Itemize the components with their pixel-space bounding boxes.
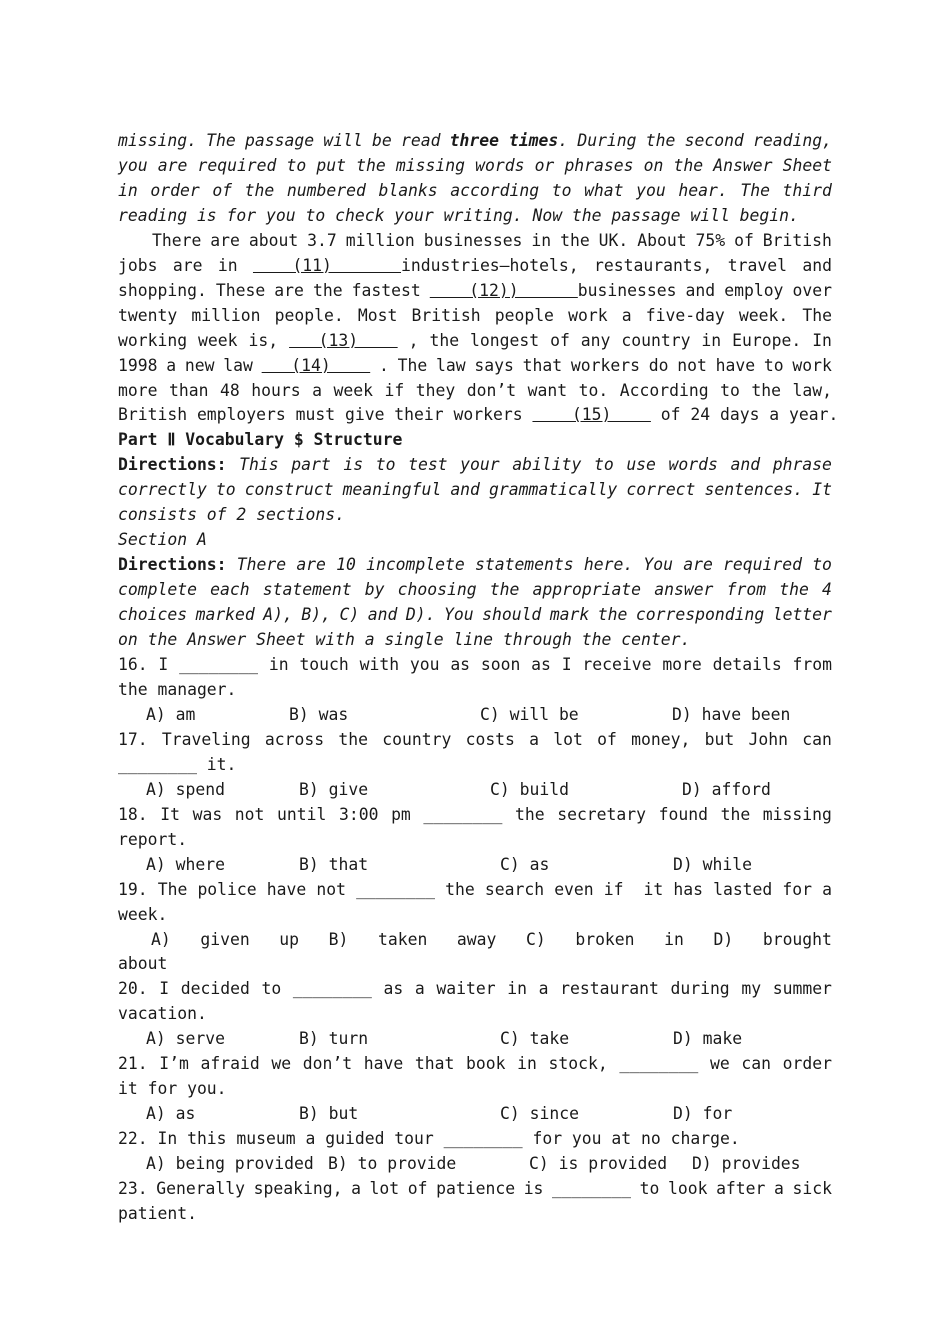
- question-17: 17. Traveling across the country costs a lot of money, but John can: [118, 729, 832, 749]
- option-d-label[interactable]: D): [713, 929, 734, 949]
- question-22-options: [118, 1152, 832, 1177]
- option-d[interactable]: D) make: [673, 1029, 743, 1049]
- question-23: 23. Generally speaking, a lot of patience is ________ to look after a sick: [118, 1179, 832, 1199]
- option-a[interactable]: A) serve: [146, 1029, 225, 1049]
- option-a-label[interactable]: A): [151, 929, 171, 949]
- option-b-label[interactable]: B): [328, 929, 349, 949]
- option-a[interactable]: A) being provided: [146, 1154, 314, 1174]
- option-c[interactable]: C) since: [500, 1104, 579, 1124]
- blank-13[interactable]: (13): [289, 330, 398, 350]
- blank-15[interactable]: (15): [532, 405, 651, 425]
- option-d[interactable]: D) afford: [682, 779, 771, 799]
- option-c-label[interactable]: C): [525, 929, 546, 949]
- option-b[interactable]: B) but: [299, 1104, 359, 1124]
- option-b[interactable]: B) was: [289, 704, 349, 724]
- directions-label: Directions:: [118, 455, 227, 475]
- section-directions-line: Directions: There are 10 incomplete statements here. You are required to: [118, 553, 832, 578]
- option-b[interactable]: B) that: [299, 854, 369, 874]
- question-22: 22. In this museum a guided tour ________ for you at no charge.: [118, 1129, 740, 1149]
- emphasis-three-times: three times: [449, 131, 559, 150]
- section-directions-line: choices marked A), B), C) and D). You should mark the corresponding letter: [118, 605, 832, 625]
- option-a[interactable]: A) spend: [146, 779, 225, 799]
- section-heading: Section A: [118, 530, 207, 550]
- part-two-directions-line: Directions: This part is to test your ability to use words and phrase: [118, 453, 832, 478]
- passage-line: British employers must give their workers (15) of 24 days a year.: [118, 403, 832, 428]
- question-20: 20. I decided to ________ as a waiter in a restaurant during my summer: [118, 979, 832, 999]
- directions-label: Directions:: [118, 555, 227, 575]
- question-16-options: [118, 703, 832, 728]
- question-20-options: [118, 1027, 832, 1052]
- option-a[interactable]: A) am: [146, 704, 196, 724]
- passage-line: 1998 a new law (14) . The law says that workers do not have to work: [118, 354, 832, 379]
- option-b[interactable]: B) give: [299, 779, 369, 799]
- option-a[interactable]: A) as: [146, 1104, 196, 1124]
- part-two-heading: Part Ⅱ Vocabulary $ Structure: [118, 430, 403, 450]
- passage-line: There are about 3.7 million businesses in the UK. About 75% of British: [152, 230, 832, 250]
- part-two-directions-line: correctly to construct meaningful and grammatically correct sentences. It: [118, 480, 832, 500]
- part-two-directions-line: consists of 2 sections.: [118, 505, 345, 525]
- question-21: 21. I’m afraid we don’t have that book in stock, ________ we can order: [118, 1054, 832, 1074]
- option-c[interactable]: C) as: [500, 854, 550, 874]
- passage-line: jobs are in (11) industries—hotels, restaurants, travel and: [118, 255, 832, 275]
- question-18: 18. It was not until 3:00 pm ________ the secretary found the missing: [118, 804, 832, 824]
- listening-directions-line: missing. The passage will be read three times. During the second reading,: [118, 131, 832, 150]
- passage-line: twenty million people. Most British people work a five-day week. The: [118, 305, 832, 325]
- option-d[interactable]: D) while: [673, 854, 752, 874]
- option-d[interactable]: D) have been: [672, 704, 791, 724]
- blank-11[interactable]: (11): [252, 255, 401, 275]
- passage-line: more than 48 hours a week if they don’t want to. According to the law,: [118, 380, 832, 400]
- option-a[interactable]: A) where: [146, 854, 225, 874]
- option-c[interactable]: C) take: [500, 1029, 570, 1049]
- listening-directions-line: in order of the numbered blanks according to what you hear. The third: [118, 180, 832, 200]
- listening-directions-line: you are required to put the missing words or phrases on the Answer Sheet: [118, 155, 832, 175]
- option-b[interactable]: B) turn: [299, 1029, 369, 1049]
- question-19-options: A) given up B) taken away C) broken in D) brought: [118, 928, 832, 953]
- question-21-options: [118, 1102, 832, 1127]
- question-17-options: [118, 778, 832, 803]
- question-16: 16. I ________ in touch with you as soon as I receive more details from: [118, 655, 832, 675]
- passage-line: shopping. These are the fastest (12)) businesses and employ over: [118, 280, 832, 300]
- option-c[interactable]: C) will be: [480, 704, 579, 724]
- section-directions-line: on the Answer Sheet with a single line through the center.: [118, 630, 691, 650]
- listening-directions-line: reading is for you to check your writing. Now the passage will begin.: [118, 205, 799, 225]
- blank-14[interactable]: (14): [261, 355, 371, 375]
- question-19: 19. The police have not ________ the search even if it has lasted for a: [118, 879, 832, 899]
- option-b[interactable]: B) to provide: [328, 1154, 457, 1174]
- section-directions-line: complete each statement by choosing the appropriate answer from the 4: [118, 580, 832, 600]
- exam-page: missing. The passage will be read three times. During the second reading, you are required to put the missing words or phrases on the Answer Sheet in order of the numbered blanks according to what you hear. The third reading is for you to check your writing. Now the passage will begin. There are about 3.7 million businesses in the UK. About 75% of British jobs are in (11) industries—hotels, restaurants, travel and shopping. These are the fastest (12)) businesses and employ over twenty million people. Most British people work a five-day week. The working week is, (13) , the longest of any country in Europe. In 1998 a new law (14) . The law says that workers do not have to work more than 48 hours a week if they don’t want to. According to the law, British employers must give their workers (15) of 24 days a year. Part Ⅱ Vocabulary $ Structure Directions: This part is to test your ability to use words and phrase correctly to construct meaningful and grammatically correct sentences. It consists of 2 sections. Section A Directions: There are 10 incomplete statements here. You are required to complete each statement by choosing the appropriate answer from the 4 choices marked A), B), C) and D). You should mark the corresponding letter on the Answer Sheet with a single line through the center. 16. I ________ in touch with you as soon as I receive more details from the manager. A) am B) was C) will be D) have been 17. Traveling across the country costs a lot of money, but John can ________ it. A) spend B) give C) build D) afford 18. It was not until 3:00 pm ________ the secretary found the missing report. A) where B) that C) as D) while 19. The police have not ________ the search even if it has lasted for a week. A) given up B) taken away C) broken in D) brought about 20. I decided to ________ as a waiter in a restaurant during my summer vacation. A) serve B) turn C) take D) make 21. I’m afraid we don’t have that book in stock, ________ we can order it for you. A) as B) but C) since D) for 22. In this museum a guided tour ________ for you at no charge. A) being provided B) to provide C) is provided D) provides 23. Generally speaking, a lot of patience is ________ to look after a sick patient.: [118, 131, 839, 1223]
- blank-12[interactable]: (12)): [429, 280, 578, 300]
- option-d[interactable]: D) provides: [692, 1154, 801, 1174]
- option-c[interactable]: C) is provided: [529, 1154, 668, 1174]
- option-c[interactable]: C) build: [490, 779, 569, 799]
- passage-line: working week is, (13) , the longest of any country in Europe. In: [118, 329, 832, 354]
- question-18-options: [118, 853, 832, 878]
- option-d[interactable]: D) for: [673, 1104, 733, 1124]
